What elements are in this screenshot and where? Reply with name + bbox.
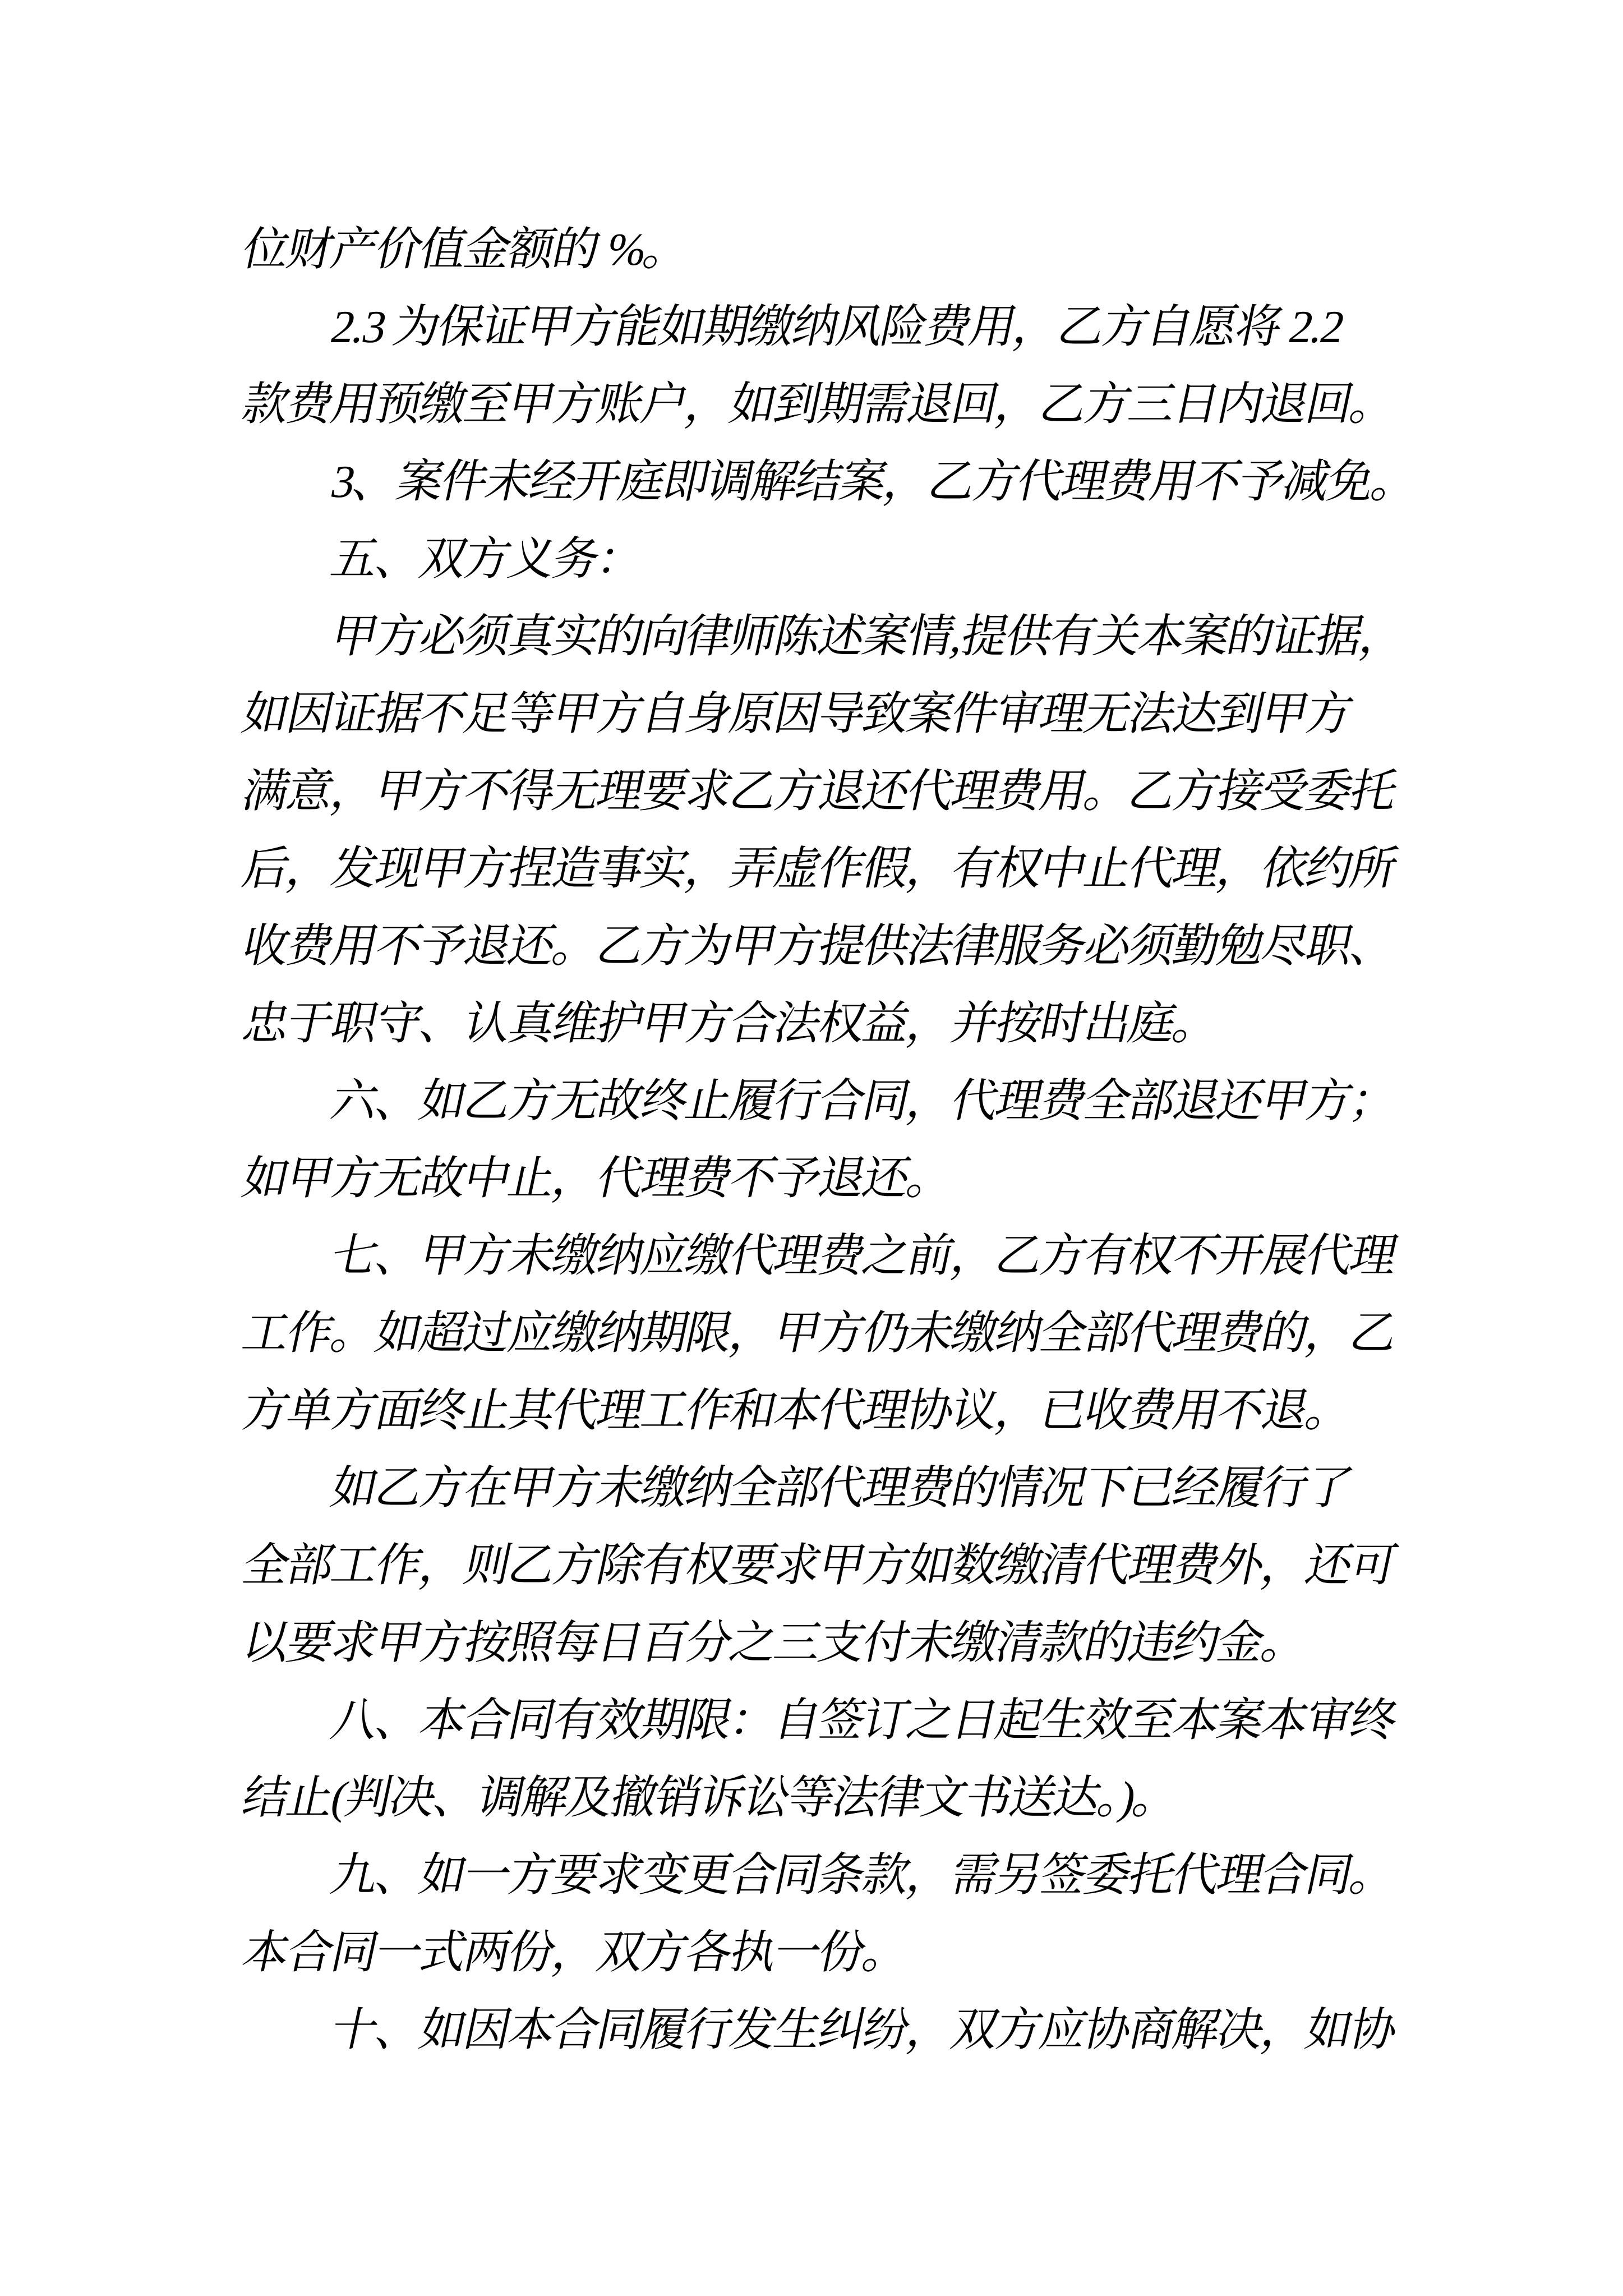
document-line: 本合同一式两份，双方各执一份。 [238, 1927, 914, 1978]
document-line: 款费用预缴至甲方账户，如到期需退回，乙方三日内退回。 [238, 379, 1401, 430]
contract-text-block [238, 211, 1422, 2069]
document-line: 位财产价值金额的 %。 [238, 224, 694, 275]
document-line: 结止(判决、调解及撤销诉讼等法律文书送达。)。 [238, 1772, 1184, 1823]
document-line: 后，发现甲方捏造事实，弄虚作假，有权中止代理，依约所 [238, 843, 1401, 894]
document-line: 如因证据不足等甲方自身原因导致案件审理无法达到甲方 [238, 688, 1357, 739]
document-line: 甲方必须真实的向律师陈述案情,提供有关本案的证据， [238, 611, 1411, 662]
document-line: 如乙方在甲方未缴纳全部代理费的情况下已经履行了 [238, 1462, 1357, 1513]
document-line: 全部工作，则乙方除有权要求甲方如数缴清代理费外，还可 [238, 1540, 1401, 1591]
document-line: 收费用不予退还。乙方为甲方提供法律服务必须勤勉尽职、 [238, 921, 1401, 972]
document-line: 八、本合同有效期限：自签订之日起生效至本案本审终 [238, 1695, 1401, 1746]
document-line: 方单方面终止其代理工作和本代理协议，已收费用不退。 [238, 1385, 1357, 1436]
document-line: 如甲方无故中止，代理费不予退还。 [238, 1153, 958, 1204]
document-line: 以要求甲方按照每日百分之三支付未缴清款的违约金。 [238, 1617, 1312, 1668]
document-line: 五、双方义务： [238, 533, 648, 585]
document-line: 工作。如超过应缴纳期限，甲方仍未缴纳全部代理费的，乙 [238, 1308, 1401, 1359]
document-line: 十、如因本合同履行发生纠纷，双方应协商解决，如协 [238, 2004, 1401, 2055]
document-line: 七、甲方未缴纳应缴代理费之前，乙方有权不开展代理 [238, 1230, 1401, 1281]
document-line: 3、案件未经开庭即调解结案，乙方代理费用不予减免。 [238, 456, 1422, 507]
document-line: 九、如一方要求变更合同条款，需另签委托代理合同。 [238, 1849, 1401, 1901]
document-line: 忠于职守、认真维护甲方合法权益，并按时出庭。 [238, 998, 1224, 1049]
document-line: 满意，甲方不得无理要求乙方退还代理费用。乙方接受委托 [238, 766, 1401, 817]
document-line: 六、如乙方无故终止履行合同，代理费全部退还甲方； [238, 1075, 1401, 1126]
document-line: 2.3 为保证甲方能如期缴纳风险费用，乙方自愿将 2.2 [238, 301, 1348, 352]
